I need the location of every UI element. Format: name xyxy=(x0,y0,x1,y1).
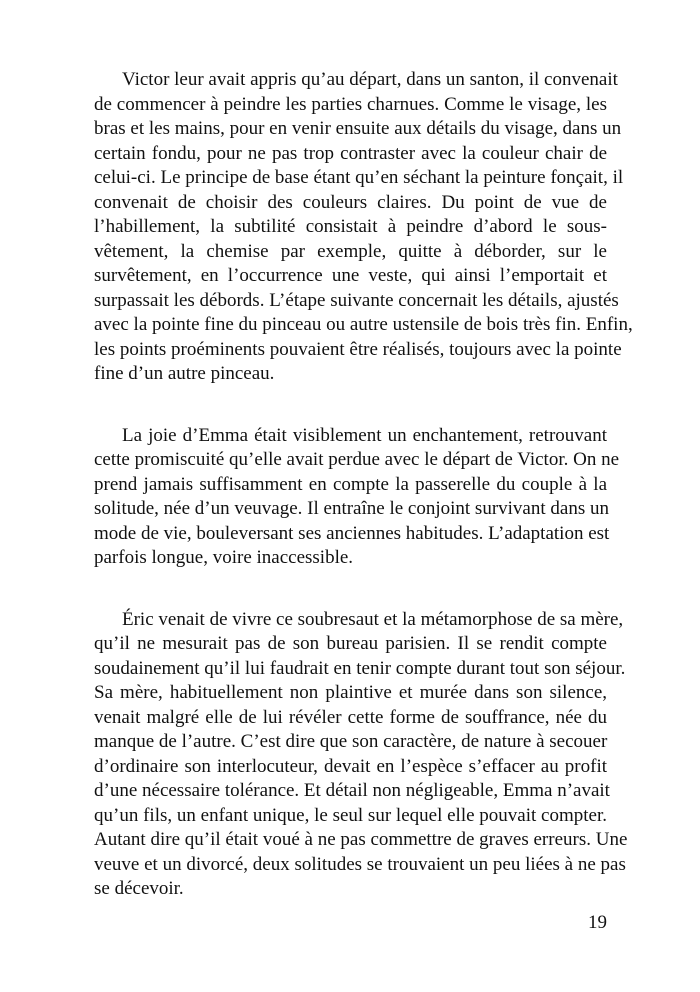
text-line: bras et les mains, pour en venir ensuite aux détails du visage, dans un xyxy=(94,118,622,139)
paragraph xyxy=(94,68,633,387)
text-line: qu’un fils, un enfant unique, le seul sur lequel elle pouvait compter. xyxy=(94,804,607,826)
text-line: La joie d’Emma était visiblement un enchantement, retrouvant xyxy=(122,424,607,446)
text-line: surpassait les débords. L’étape suivante concernait les détails, ajustés xyxy=(94,289,619,311)
paragraph xyxy=(94,424,620,571)
text-line: mode de vie, bouleversant ses anciennes habitudes. L’adaptation est xyxy=(94,522,610,544)
text-line: d’une nécessaire tolérance. Et détail non négligeable, Emma n’avait xyxy=(94,780,610,801)
text-line: les points proéminents pouvaient être réalisés, toujours avec la pointe xyxy=(94,338,622,360)
text-line: Victor leur avait appris qu’au départ, dans un santon, il convenait xyxy=(122,69,618,90)
text-line: Éric venait de vivre ce soubresaut et la métamorphose de sa mère, xyxy=(122,608,624,630)
text-line: venait malgré elle de lui révéler cette forme de souffrance, née du xyxy=(94,706,607,728)
paragraph xyxy=(94,608,628,902)
text-line: d’ordinaire son interlocuteur, devait en l’espèce s’effacer au profit xyxy=(94,755,607,777)
text-line: Autant dire qu’il était voué à ne pas commettre de graves erreurs. Une xyxy=(94,829,628,850)
text-line: soudainement qu’il lui faudrait en tenir compte durant tout son séjour. xyxy=(94,657,626,679)
text-line: parfois longue, voire inaccessible. xyxy=(94,547,354,568)
text-line: survêtement, en l’occurrence une veste, qui ainsi l’emportait et xyxy=(94,265,607,286)
text-line: Sa mère, habituellement non plaintive et murée dans son silence, xyxy=(94,682,607,703)
text-line: qu’il ne mesurait pas de son bureau parisien. Il se rendit compte xyxy=(94,633,607,654)
text-line: avec la pointe fine du pinceau ou autre ustensile de bois très fin. Enfin, xyxy=(94,314,633,335)
text-line: vêtement, la chemise par exemple, quitte à déborder, sur le xyxy=(94,240,607,262)
text-line: de commencer à peindre les parties charnues. Comme le visage, les xyxy=(94,93,607,115)
page-number: 19 xyxy=(588,912,607,933)
text-line: celui-ci. Le principe de base étant qu’en séchant la peinture fonçait, il xyxy=(94,167,624,188)
text-line: prend jamais suffisamment en compte la passerelle du couple à la xyxy=(94,473,607,495)
text-line: veuve et un divorcé, deux solitudes se trouvaient un peu liées à ne pas xyxy=(94,853,626,875)
text-line: se décevoir. xyxy=(94,878,184,899)
text-line: cette promiscuité qu’elle avait perdue avec le départ de Victor. On ne xyxy=(94,449,620,470)
page-body xyxy=(94,68,633,939)
text-line: manque de l’autre. C’est dire que son caractère, de nature à secouer xyxy=(94,731,608,752)
text-line: l’habillement, la subtilité consistait à peindre d’abord le sous- xyxy=(94,216,607,237)
text-line: convenait de choisir des couleurs claires. Du point de vue de xyxy=(94,191,607,213)
text-line: solitude, née d’un veuvage. Il entraîne le conjoint survivant dans un xyxy=(94,498,609,519)
text-line: certain fondu, pour ne pas trop contraster avec la couleur chair de xyxy=(94,142,607,164)
text-line: fine d’un autre pinceau. xyxy=(94,363,275,384)
